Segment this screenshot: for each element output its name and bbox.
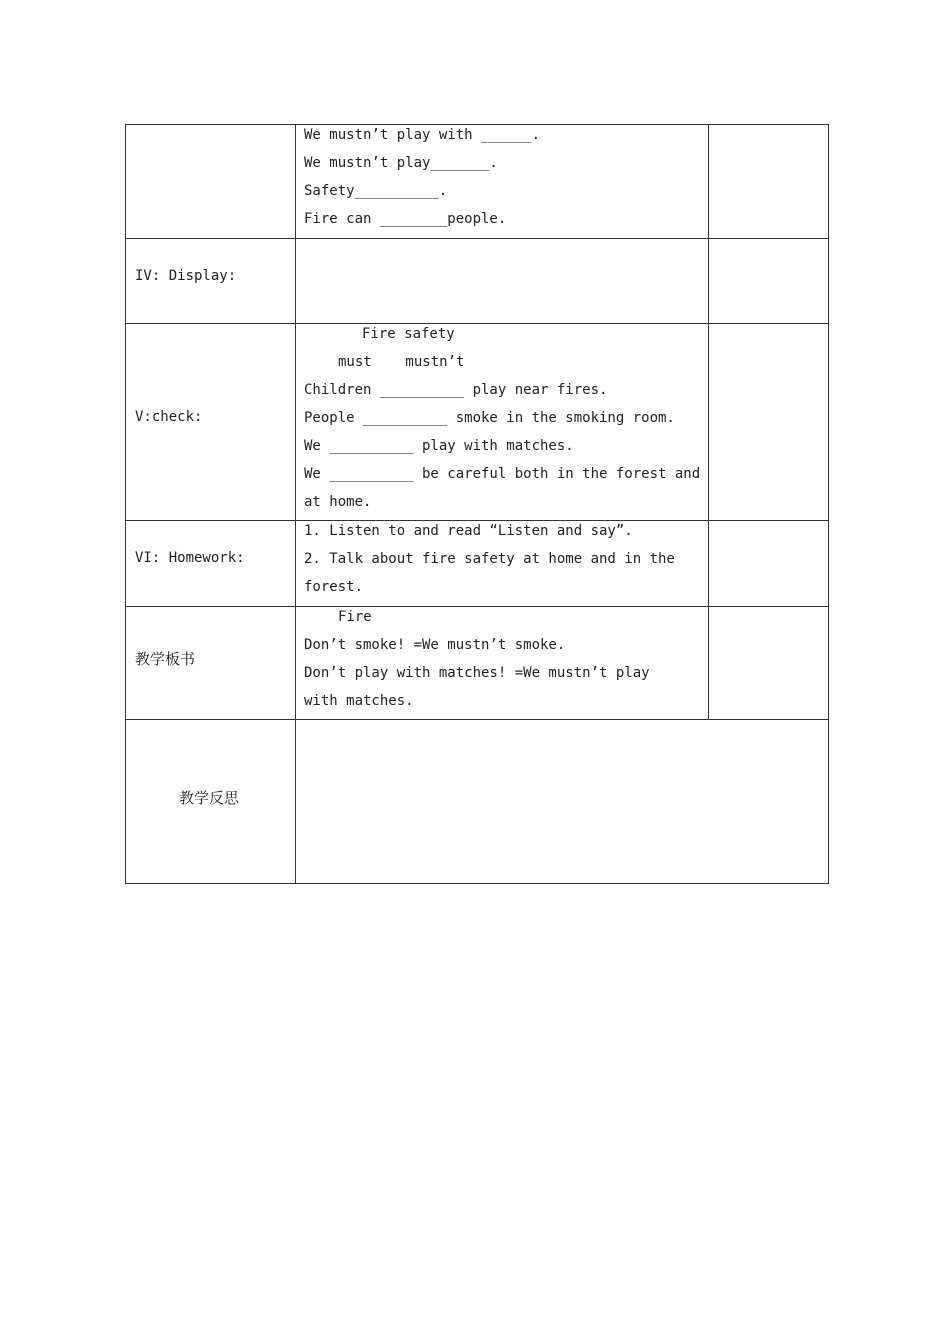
text-line: 1. Listen to and read “Listen and say”. xyxy=(304,523,633,539)
text-line: Don’t smoke! =We mustn’t smoke. xyxy=(304,637,566,653)
content-cell xyxy=(296,324,709,520)
content-cell xyxy=(296,607,709,719)
text-line: with matches. xyxy=(304,693,414,709)
section-label-cell xyxy=(126,324,296,520)
text-line: Children __________ play near fires. xyxy=(304,382,608,398)
section-label: 教学板书 xyxy=(135,650,196,668)
text-line: Safety__________. xyxy=(304,183,448,199)
table-row xyxy=(125,323,829,521)
section-label-cell xyxy=(126,521,296,606)
text-line: Don’t play with matches! =We mustn’t play xyxy=(304,665,650,681)
table-row xyxy=(125,719,829,884)
text-line: We mustn’t play with ______. xyxy=(304,127,541,143)
text-line: at home. xyxy=(304,494,372,510)
text-line: must mustn’t xyxy=(338,354,465,370)
text-line: Fire can ________people. xyxy=(304,211,507,227)
notes-cell xyxy=(709,239,828,323)
text-line: We __________ play with matches. xyxy=(304,438,574,454)
section-label-cell xyxy=(126,720,296,883)
section-label: 教学反思 xyxy=(179,789,240,807)
content-cell xyxy=(296,720,828,883)
content-cell xyxy=(296,239,709,323)
section-label-cell xyxy=(126,125,296,238)
section-label-cell xyxy=(126,607,296,719)
notes-cell xyxy=(709,521,828,606)
text-line: Fire safety xyxy=(362,326,455,342)
text-line: We __________ be careful both in the forest and xyxy=(304,466,701,482)
content-cell xyxy=(296,521,709,606)
section-label: IV: Display: xyxy=(135,268,237,284)
section-label: V:check: xyxy=(135,409,203,425)
notes-cell xyxy=(709,607,828,719)
table-row xyxy=(125,606,829,720)
text-line: Fire xyxy=(338,609,372,625)
notes-cell xyxy=(709,125,828,238)
section-label-cell xyxy=(126,239,296,323)
text-line: forest. xyxy=(304,579,364,595)
table-row xyxy=(125,520,829,607)
table-row xyxy=(125,238,829,324)
text-line: People __________ smoke in the smoking room. xyxy=(304,410,675,426)
text-line: We mustn’t play_______. xyxy=(304,155,498,171)
notes-cell xyxy=(709,324,828,520)
table-row xyxy=(125,124,829,239)
section-label: VI: Homework: xyxy=(135,550,245,566)
text-line: 2. Talk about fire safety at home and in the xyxy=(304,551,675,567)
content-cell xyxy=(296,125,709,238)
